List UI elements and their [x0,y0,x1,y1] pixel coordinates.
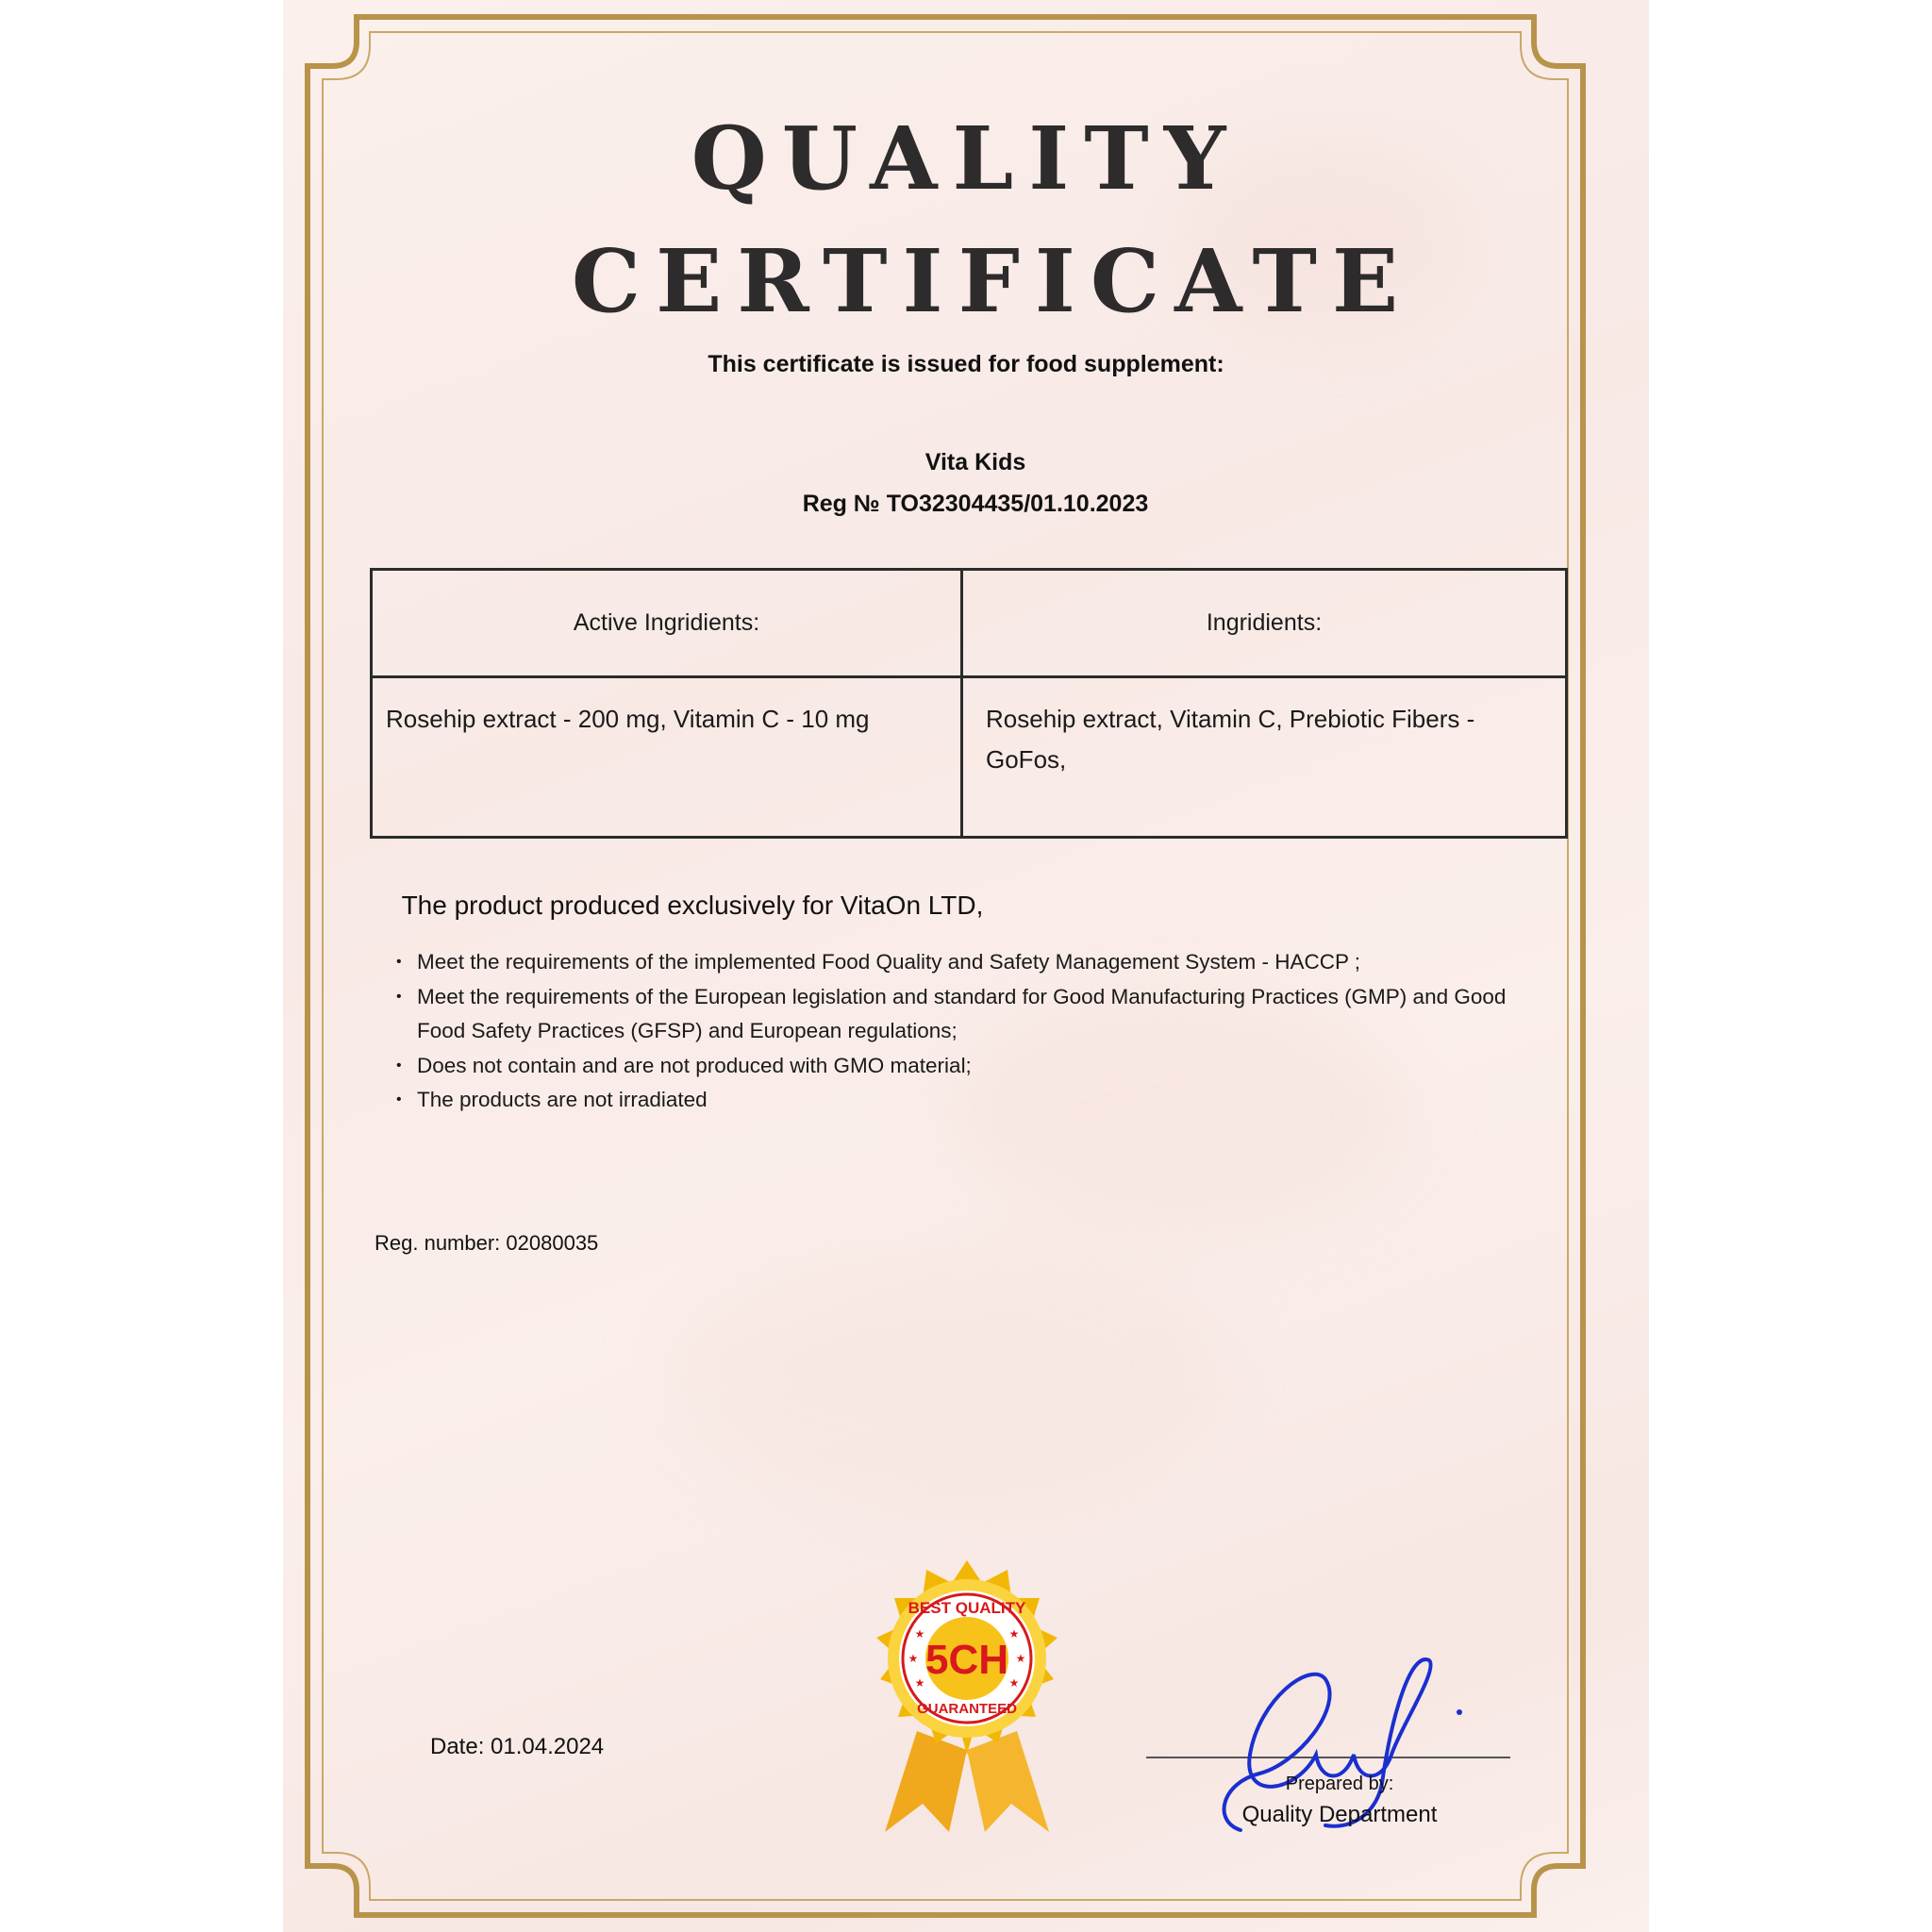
requirements-list [396,945,1538,1118]
table-cell-ingredients: Rosehip extract, Vitamin C, Prebiotic Fibers - GoFos, [986,705,1475,774]
title-certificate: CERTIFICATE [571,230,1414,332]
svg-text:★: ★ [908,1652,919,1665]
list-item: • The products are not irradiated [396,1083,1538,1118]
svg-text:★: ★ [914,1676,925,1690]
quality-seal-badge [849,1557,1085,1840]
table-header-ingredients: Ingridients: [963,571,1565,678]
prepared-by-label: Prepared by: [1285,1774,1394,1794]
svg-text:★: ★ [914,1627,925,1641]
list-item: • Meet the requirements of the implemented Food Quality and Safety Management System - HACCP ; [396,945,1538,980]
ingredients-table [370,568,1568,839]
title-quality: QUALITY [691,108,1241,209]
svg-text:★: ★ [1008,1676,1020,1690]
seal-top-text: BEST QUALITY [908,1599,1026,1617]
issued-for-text: This certificate is issued for food supplement: [708,351,1224,377]
department-label: Quality Department [1241,1802,1438,1827]
product-registration: Reg № TO32304435/01.10.2023 [802,491,1149,517]
product-name: Vita Kids [924,449,1026,475]
exclusive-statement: The product produced exclusively for VitaOn LTD, [401,891,984,920]
seal-center-text: 5CH [924,1637,1009,1683]
seal-bottom-text: GUARANTEED [917,1701,1017,1717]
table-cell-active: Rosehip extract - 200 mg, Vitamin C - 10 mg [373,678,963,836]
svg-text:★: ★ [1015,1652,1026,1665]
certificate-date: Date: 01.04.2024 [430,1734,605,1759]
table-header-active: Active Ingridients: [373,571,963,678]
list-item: • Does not contain and are not produced with GMO material; [396,1049,1538,1084]
list-item: • Meet the requirements of the European legislation and standard for Good Manufacturing Practices (GMP) and Good Food Safety Practices (GFSP) and European regulations; [396,980,1538,1049]
svg-text:★: ★ [1008,1627,1020,1641]
registration-number: Reg. number: 02080035 [375,1231,599,1255]
